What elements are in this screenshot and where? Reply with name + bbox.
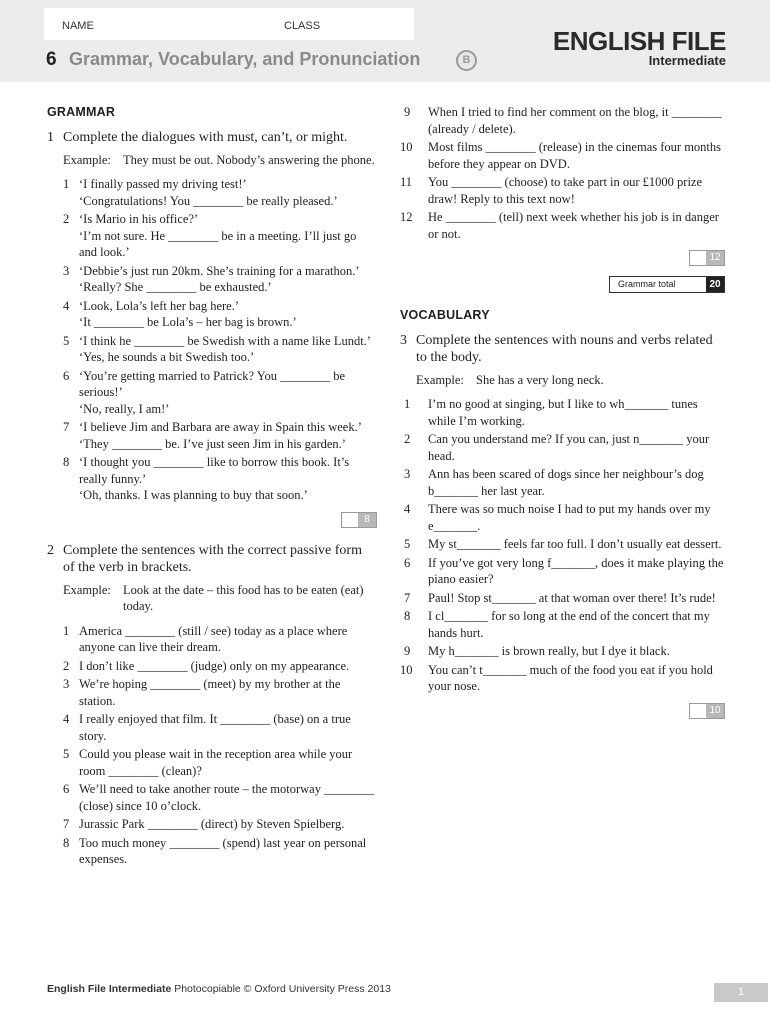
item-text: I’m no good at singing, but I like to wh_______ tunes while I’m working. [428, 397, 698, 428]
list-item [47, 816, 377, 833]
item-number: 9 [404, 644, 411, 658]
exercise-1-items [47, 176, 377, 504]
item-text: My h_______ is brown really, but I dye it black. [428, 644, 670, 658]
example-label: Example: [63, 582, 111, 597]
dialogue-line: ‘Look, Lola’s left her bag here.’ [79, 298, 240, 313]
page-number: 1 [714, 983, 768, 1002]
item-text: He ________ (tell) next week whether his job is in danger or not. [428, 210, 719, 241]
score-box[interactable] [689, 703, 725, 719]
exercise-instruction: Complete the sentences with the correct passive form of the verb in brackets. [63, 542, 362, 575]
exercise-1-heading [47, 129, 377, 146]
item-number: 4 [404, 502, 411, 516]
item-text: When I tried to find her comment on the blog, it ________ (already / delete). [428, 105, 722, 136]
item-text: Ann has been scared of dogs since her neighbour’s dog b_______ her last year. [428, 467, 704, 498]
list-item [47, 368, 377, 418]
score-input[interactable] [690, 704, 706, 718]
item-number: 2 [404, 432, 411, 446]
unit-title: Grammar, Vocabulary, and Pronunciation [69, 49, 421, 69]
score-max: 8 [358, 513, 376, 527]
item-text: Most films ________ (release) in the cinemas four months before they appear on DVD. [428, 140, 721, 171]
dialogue-line: ‘I finally passed my driving test!’ [79, 177, 247, 191]
list-item [400, 643, 725, 660]
item-text: There was so much noise I had to put my hands over my e_______. [428, 502, 711, 533]
vocabulary-heading: VOCABULARY [400, 308, 490, 322]
item-number: 4 [63, 298, 70, 313]
list-item [400, 555, 725, 588]
dialogue-line: ‘Really? She ________ be exhausted.’ [79, 280, 272, 294]
item-number: 7 [63, 420, 70, 434]
item-number: 7 [63, 817, 70, 831]
total-label: Grammar total [618, 279, 676, 289]
list-item [400, 662, 725, 695]
item-text: We’ll need to take another route – the motorway ________ (close) since 10 o’clock. [79, 782, 375, 813]
list-item [400, 536, 725, 553]
exercise-number: 1 [47, 129, 54, 145]
item-number: 11 [400, 175, 413, 189]
unit-number: 6 [46, 49, 57, 70]
example-label: Example: [63, 152, 111, 167]
dialogue-line: ‘It ________ be Lola’s – her bag is brown.’ [79, 315, 297, 329]
item-text: Too much money ________ (spend) last year on personal expenses. [79, 835, 367, 866]
item-number: 8 [63, 835, 70, 850]
list-item [47, 298, 377, 331]
exercise-3-heading [400, 332, 725, 366]
exercise-1-score [47, 512, 377, 528]
score-input[interactable] [342, 513, 358, 527]
grammar-total [400, 276, 725, 293]
name-label: NAME [62, 20, 94, 32]
version-badge: B [456, 50, 477, 71]
brand-title: ENGLISH FILE [552, 26, 726, 56]
exercise-2-items [47, 623, 377, 868]
item-text: I don’t like ________ (judge) only on my appearance. [79, 658, 350, 673]
list-item [400, 590, 725, 607]
dialogue-line: ‘I thought you ________ like to borrow this book. It’s really funny.’ [79, 455, 353, 486]
example-label: Example: [416, 372, 464, 387]
dialogue-line: ‘You’re getting married to Patrick? You ________ be serious!’ [79, 368, 349, 399]
item-number: 6 [404, 555, 411, 570]
item-text: You ________ (choose) to take part in our £1000 prize draw! Reply to this text now! [428, 175, 703, 206]
level-label: Intermediate [648, 53, 726, 68]
class-label: CLASS [284, 20, 321, 32]
list-item [47, 781, 377, 814]
dialogue-line: ‘Congratulations! You ________ be really pleased.’ [79, 193, 338, 208]
item-text: Jurassic Park ________ (direct) by Steven Spielberg. [79, 817, 345, 831]
exercise-instruction: Complete the sentences with nouns and verbs related to the body. [416, 332, 713, 365]
exercise-3-example [416, 372, 725, 389]
dialogue-line: ‘They ________ be. I’ve just seen Jim in his garden.’ [79, 436, 346, 451]
exercise-number: 3 [400, 332, 407, 348]
dialogue-line: ‘I believe Jim and Barbara are away in Spain this week.’ [79, 420, 362, 434]
left-column [47, 104, 377, 870]
list-item [400, 466, 725, 499]
list-item [47, 835, 377, 868]
exercise-instruction: Complete the dialogues with must, can’t, or might. [63, 129, 348, 145]
list-item [400, 608, 725, 641]
footer [47, 983, 391, 995]
list-item [400, 396, 725, 429]
item-number: 2 [63, 212, 70, 226]
item-text: If you’ve got very long f_______, does it make playing the piano easier? [428, 555, 724, 586]
exercise-3-score [400, 703, 725, 719]
dialogue-line: ‘Is Mario in his office?’ [79, 212, 199, 226]
exercise-2-example [63, 582, 377, 615]
item-text: I really enjoyed that film. It ________ (base) on a true story. [79, 712, 351, 743]
list-item [47, 419, 377, 452]
list-item [47, 211, 377, 261]
list-item [47, 746, 377, 779]
dialogue-line: ‘Debbie’s just run 20km. She’s training for a marathon.’ [79, 263, 360, 278]
dialogue-line: ‘Oh, thanks. I was planning to buy that soon.’ [79, 488, 308, 502]
exercise-1-example [63, 152, 377, 169]
item-number: 10 [400, 662, 413, 677]
score-max: 12 [706, 251, 724, 265]
item-text: America ________ (still / see) today as a place where anyone can live their dream. [79, 623, 348, 654]
list-item [400, 104, 725, 137]
grammar-heading: GRAMMAR [47, 105, 116, 119]
list-item [400, 501, 725, 534]
exercise-2-continued [400, 104, 725, 242]
item-text: Paul! Stop st_______ at that woman over there! It’s rude! [428, 590, 716, 605]
item-number: 6 [63, 368, 70, 383]
list-item [400, 174, 725, 207]
item-number: 7 [404, 590, 411, 605]
item-number: 3 [404, 467, 411, 481]
item-text: You can’t t_______ much of the food you eat if you hold your nose. [428, 662, 713, 693]
item-number: 1 [63, 623, 70, 638]
item-number: 10 [400, 140, 413, 154]
item-number: 5 [63, 747, 70, 761]
item-text: We’re hoping ________ (meet) by my brother at the station. [79, 677, 341, 708]
example-text: She has a very long neck. [476, 372, 604, 387]
list-item [47, 623, 377, 656]
item-number: 12 [400, 210, 413, 224]
list-item [400, 431, 725, 464]
item-number: 6 [63, 782, 70, 796]
dialogue-line: ‘No, really, I am!’ [79, 401, 170, 416]
item-number: 3 [63, 677, 70, 691]
list-item [47, 711, 377, 744]
item-number: 8 [404, 609, 411, 623]
list-item [47, 176, 377, 209]
exercise-number: 2 [47, 542, 54, 558]
score-box[interactable] [341, 512, 377, 528]
item-number: 5 [63, 333, 70, 348]
item-number: 1 [63, 177, 70, 191]
dialogue-line: ‘I think he ________ be Swedish with a name like Lundt.’ [79, 333, 371, 348]
list-item [400, 139, 725, 172]
footer-copyright: Photocopiable © Oxford University Press 2013 [174, 983, 391, 995]
item-text: Can you understand me? If you can, just n_______ your head. [428, 432, 710, 463]
item-number: 9 [404, 105, 411, 119]
item-number: 1 [404, 397, 411, 411]
item-number: 8 [63, 455, 70, 469]
right-column [400, 104, 725, 729]
dialogue-line: ‘Yes, he sounds a bit Swedish too.’ [79, 350, 255, 364]
score-input[interactable] [690, 251, 706, 265]
item-number: 5 [404, 537, 411, 551]
dialogue-line: ‘I’m not sure. He ________ be in a meeting. I’ll just go and look.’ [79, 228, 360, 259]
list-item [47, 676, 377, 709]
score-box[interactable] [689, 250, 725, 266]
item-text: My st_______ feels far too full. I don’t usually eat dessert. [428, 537, 722, 551]
list-item [47, 454, 377, 504]
footer-brand: English File Intermediate [47, 983, 172, 995]
exercise-3-items [400, 396, 725, 695]
header-band [0, 0, 770, 82]
score-max: 10 [706, 704, 724, 718]
item-text: I cl_______ for so long at the end of the concert that my hands hurt. [428, 609, 710, 640]
item-number: 4 [63, 712, 70, 726]
example-text: They must be out. Nobody’s answering the phone. [123, 152, 375, 167]
list-item [47, 263, 377, 296]
total-value: 20 [706, 277, 724, 292]
list-item [47, 333, 377, 366]
list-item [47, 658, 377, 675]
exercise-2-heading [47, 542, 377, 576]
item-text: Could you please wait in the reception area while your room ________ (clean)? [79, 747, 353, 778]
item-number: 3 [63, 263, 70, 278]
name-class-box [44, 8, 414, 40]
example-text: Look at the date – this food has to be eaten (eat) today. [123, 582, 364, 613]
total-box[interactable] [609, 276, 725, 293]
exercise-2-score [400, 250, 725, 266]
list-item [400, 209, 725, 242]
item-number: 2 [63, 658, 70, 673]
